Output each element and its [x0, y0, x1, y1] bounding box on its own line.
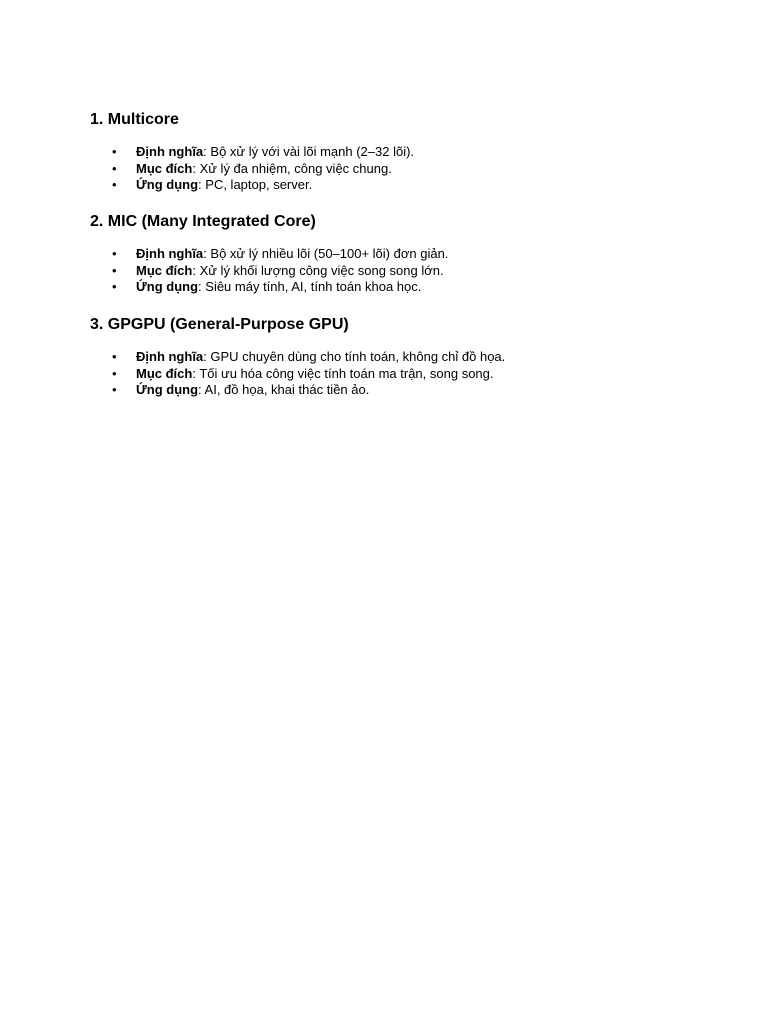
bullet-icon: •: [112, 349, 117, 364]
bullet-list: [90, 246, 690, 296]
bullet-icon: •: [112, 144, 117, 159]
section-gpgpu: [90, 315, 690, 399]
section-heading: 2. MIC (Many Integrated Core): [90, 213, 316, 230]
item-text: : Siêu máy tính, AI, tính toán khoa học.: [198, 279, 422, 294]
bullet-icon: •: [112, 365, 117, 381]
list-item: [90, 349, 690, 366]
item-term: Mục đích: [136, 262, 193, 278]
section-multicore: [90, 110, 690, 194]
item-term: Ứng dụng: [136, 382, 199, 397]
list-item: [90, 246, 690, 263]
bullet-list: [90, 349, 690, 399]
list-item: [90, 366, 690, 383]
item-text: : Bộ xử lý với vài lõi mạnh (2–32 lõi).: [203, 144, 415, 159]
bullet-icon: •: [112, 279, 117, 294]
bullet-icon: •: [112, 160, 117, 176]
item-term: Định nghĩa: [136, 349, 204, 364]
item-term: Mục đích: [136, 365, 193, 381]
bullet-icon: •: [112, 262, 117, 278]
list-item: [90, 279, 690, 296]
bullet-icon: •: [112, 177, 117, 192]
item-text: : Tối ưu hóa công việc tính toán ma trận, song song.: [192, 365, 494, 381]
bullet-icon: •: [112, 246, 117, 261]
list-item: [90, 177, 690, 194]
item-term: Ứng dụng: [136, 279, 199, 294]
list-item: [90, 263, 690, 280]
item-text: : GPU chuyên dùng cho tính toán, không chỉ đồ họa.: [203, 349, 506, 364]
list-item: [90, 161, 690, 178]
bullet-icon: •: [112, 382, 117, 397]
bullet-list: [90, 144, 690, 194]
item-term: Định nghĩa: [136, 246, 204, 261]
item-text: : Bộ xử lý nhiều lõi (50–100+ lõi) đơn giản.: [203, 246, 449, 261]
section-mic: [90, 212, 690, 296]
item-term: Định nghĩa: [136, 144, 204, 159]
item-text: : AI, đồ họa, khai thác tiền ảo.: [198, 382, 370, 397]
item-text: : Xử lý khối lượng công việc song song lớn.: [192, 262, 444, 278]
item-text: : Xử lý đa nhiệm, công việc chung.: [192, 160, 392, 176]
list-item: [90, 382, 690, 399]
section-heading: 3. GPGPU (General-Purpose GPU): [90, 316, 349, 333]
item-text: : PC, laptop, server.: [198, 177, 313, 192]
item-term: Ứng dụng: [136, 177, 199, 192]
item-term: Mục đích: [136, 160, 193, 176]
list-item: [90, 144, 690, 161]
section-heading: 1. Multicore: [90, 111, 179, 128]
